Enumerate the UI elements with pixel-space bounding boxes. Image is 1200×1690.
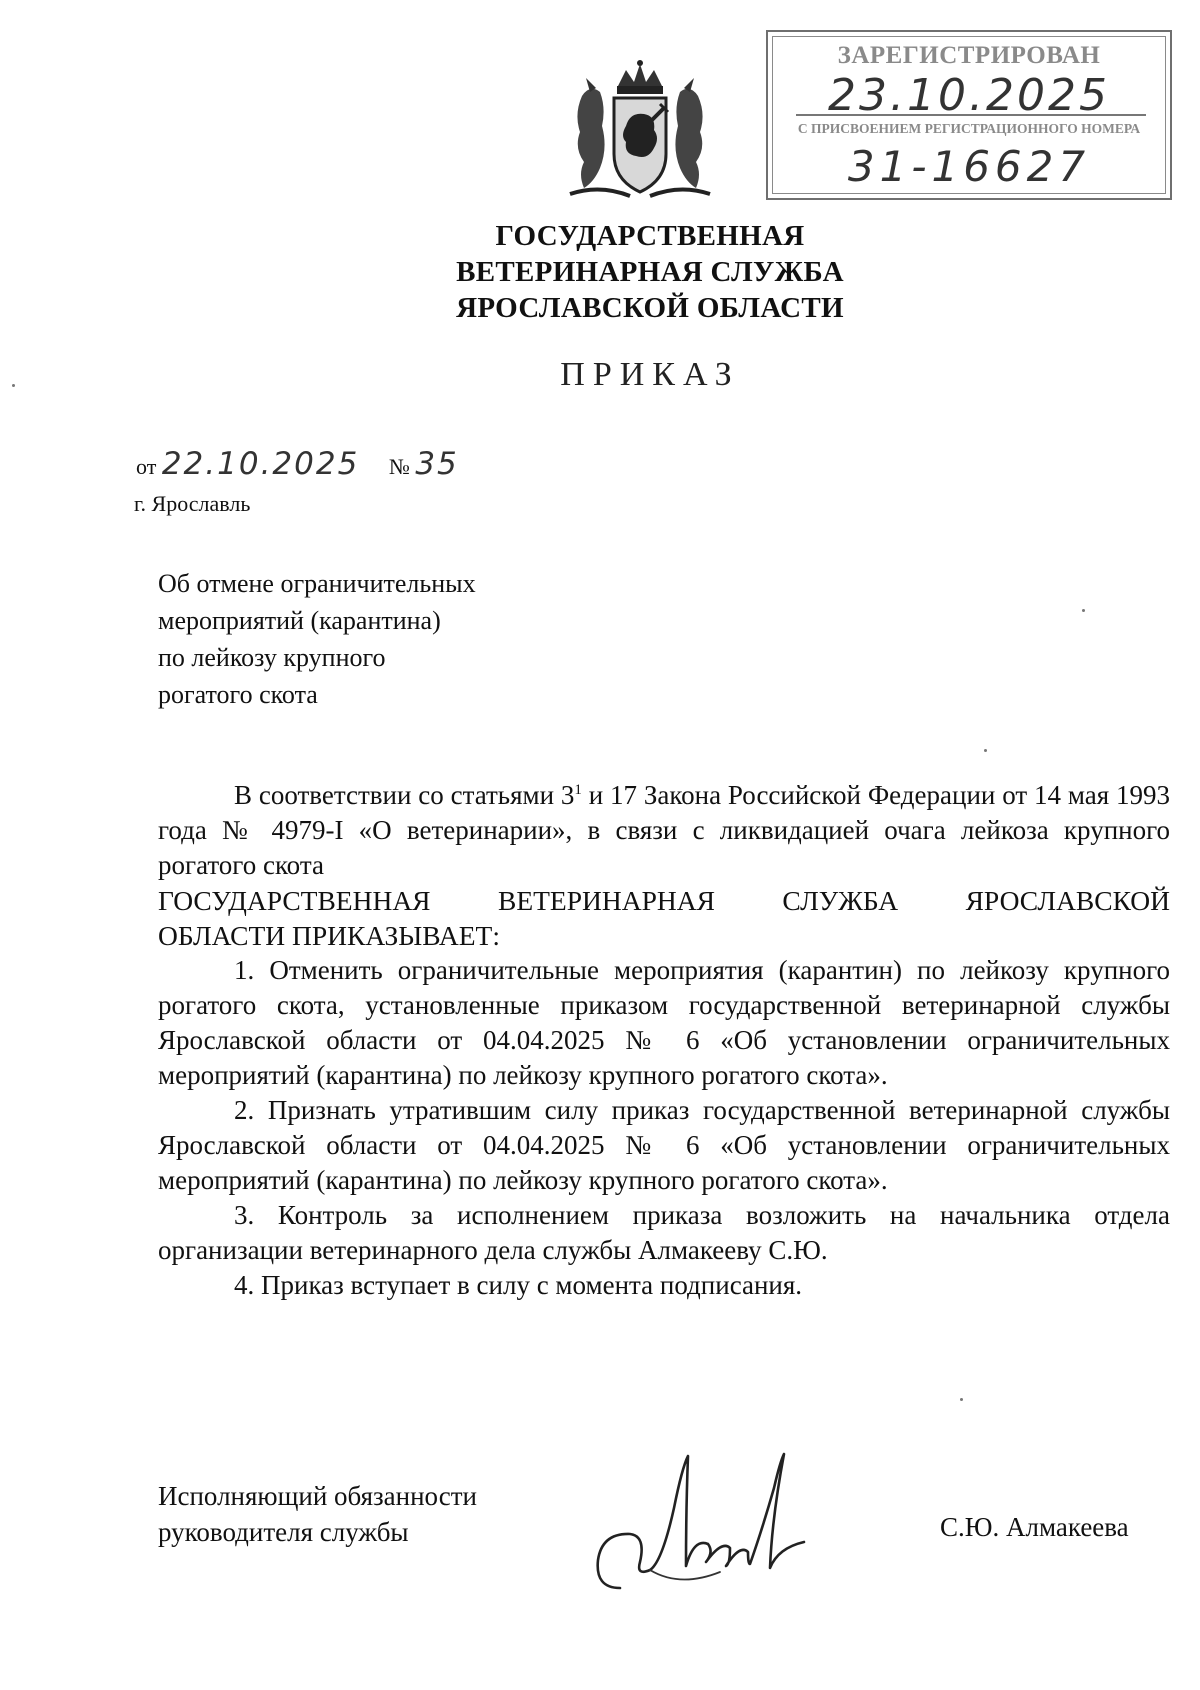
signatory-name: С.Ю. Алмакеева: [940, 1512, 1129, 1542]
organization-name-line: ГОСУДАРСТВЕННАЯ: [495, 220, 805, 252]
document-subject: [158, 565, 476, 713]
stamp-title: ЗАРЕГИСТРИРОВАН: [837, 42, 1101, 69]
intro-paragraph: [158, 778, 1170, 883]
scan-speck: [984, 749, 987, 752]
order-item: 3. Контроль за исполнением приказа возложить на начальника отдела организации ветеринарного дела службы Алмакееву С.Ю.: [158, 1200, 1170, 1265]
subject-line: Об отмене ограничительных: [158, 569, 476, 598]
document-body: [158, 778, 1170, 1303]
organization-name-line: ВЕТЕРИНАРНАЯ СЛУЖБА: [456, 256, 844, 288]
subject-line: рогатого скота: [158, 680, 318, 709]
signatory-position-line: Исполняющий обязанности: [158, 1481, 477, 1511]
handwritten-signature-icon: [590, 1438, 820, 1608]
subject-line: мероприятий (карантина): [158, 606, 441, 635]
organization-name: [200, 218, 1100, 326]
article-superscript: 1: [574, 782, 582, 798]
document-type-title: ПРИКАЗ: [560, 356, 740, 393]
document-city: г. Ярославль: [134, 491, 251, 516]
document-date-number-line: [136, 446, 459, 482]
number-label: №: [388, 454, 410, 479]
signatory-position: [158, 1478, 477, 1550]
order-statement-line: ОБЛАСТИ ПРИКАЗЫВАЕТ:: [158, 920, 500, 951]
intro-text-start: В соответствии со статьями 3: [234, 780, 575, 810]
scan-speck: [12, 384, 15, 387]
order-item: 1. Отменить ограничительные мероприятия (карантин) по лейкозу крупного рогатого скота, установленные приказом государственной ветеринарной службы Ярославской области от 04.04.2025 № 6 «Об установлении ограничительных мероприятий (карантина) по лейкозу крупного рогатого скота».: [158, 955, 1170, 1090]
scan-speck: [960, 1398, 963, 1401]
coat-of-arms-icon: [560, 56, 720, 206]
date-from-label: от: [136, 454, 157, 479]
document-date: 22.10.2025: [161, 446, 360, 482]
order-item: 4. Приказ вступает в силу с момента подписания.: [234, 1270, 803, 1300]
registration-stamp: [766, 30, 1172, 200]
stamp-date: 23.10.2025: [828, 70, 1110, 121]
signatory-position-line: руководителя службы: [158, 1517, 409, 1547]
subject-line: по лейкозу крупного: [158, 643, 386, 672]
stamp-subtitle: С ПРИСВОЕНИЕМ РЕГИСТРАЦИОННОГО НОМЕРА: [797, 121, 1141, 136]
intro-text-end: и 17 Закона Российской Федерации от 14 мая 1993 года № 4979-I «О ветеринарии», в связи с ликвидацией очага лейкоза крупного рогатого скота: [158, 780, 1170, 880]
stamp-date-underline: [796, 114, 1146, 116]
scan-speck: [1082, 609, 1085, 612]
document-number: 35: [415, 446, 459, 482]
order-item: 2. Признать утратившим силу приказ государственной ветеринарной службы Ярославской области от 04.04.2025 № 6 «Об установлении ограничительных мероприятий (карантина) по лейкозу крупного рогатого скота».: [158, 1095, 1170, 1195]
order-statement-line: ГОСУДАРСТВЕННАЯ ВЕТЕРИНАРНАЯ СЛУЖБА ЯРОСЛАВСКОЙ: [158, 885, 1170, 916]
stamp-registration-number: 31-16627: [847, 142, 1091, 191]
organization-name-line: ЯРОСЛАВСКОЙ ОБЛАСТИ: [456, 292, 844, 324]
